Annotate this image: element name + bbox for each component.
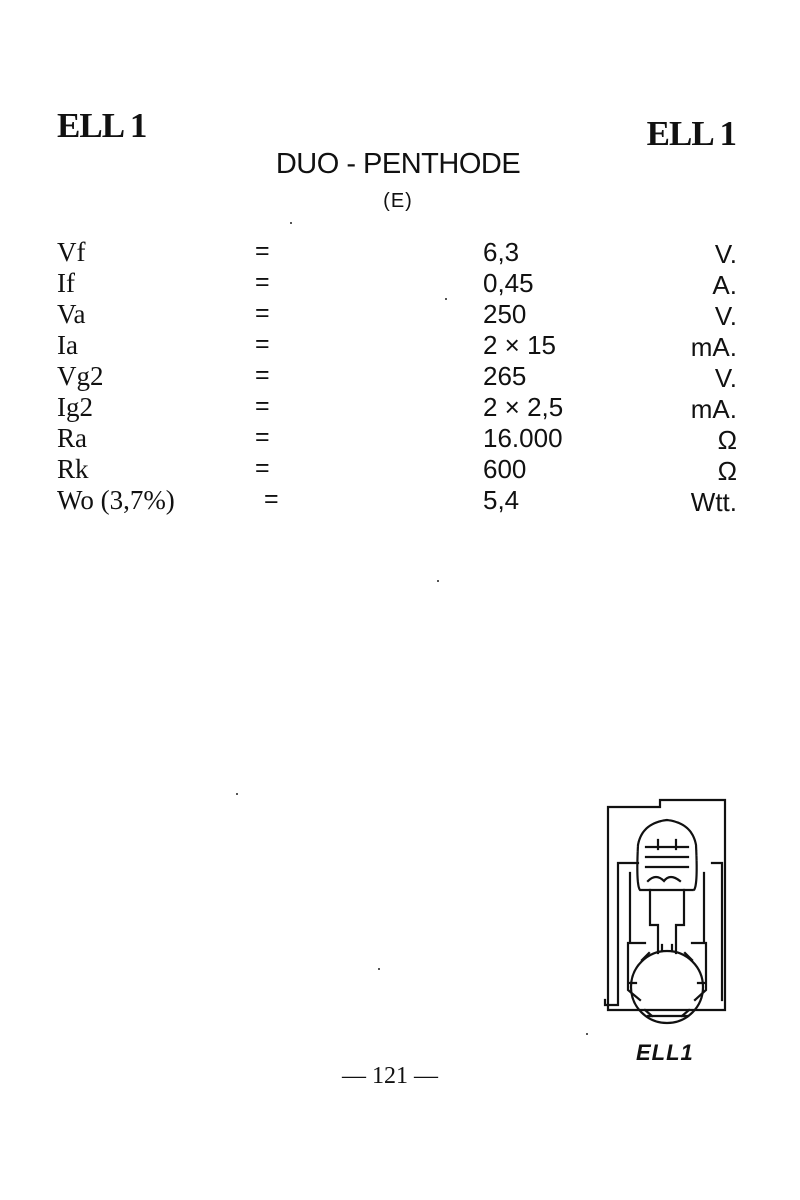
scan-speck [445, 298, 447, 300]
spec-unit: mA. [690, 332, 737, 362]
spec-row [0, 485, 800, 516]
spec-equals: = [255, 454, 270, 482]
tube-title-right: ELL 1 [646, 114, 736, 153]
spec-row [0, 268, 800, 299]
spec-value: 6,3 [483, 237, 520, 267]
spec-equals: = [255, 330, 270, 358]
scan-speck [586, 1033, 588, 1035]
spec-row [0, 330, 800, 361]
spec-unit: Ω [717, 456, 737, 486]
spec-value: 2 × 2,5 [483, 392, 564, 422]
spec-equals: = [255, 361, 270, 389]
spec-row [0, 237, 800, 268]
page-number: — 121 — [342, 1063, 438, 1089]
spec-value: 265 [483, 361, 527, 391]
tube-pinout-diagram-icon [600, 795, 735, 1045]
spec-unit: V. [714, 363, 737, 393]
spec-equals: = [255, 392, 270, 420]
spec-value: 0,45 [483, 268, 534, 298]
spec-value: 5,4 [483, 485, 520, 515]
diagram-caption: ELL1 [636, 1040, 694, 1065]
spec-symbol: If [57, 268, 75, 298]
scan-speck [437, 580, 439, 582]
spec-equals: = [255, 299, 270, 327]
scan-speck [290, 222, 292, 224]
spec-equals: = [255, 237, 270, 265]
spec-unit: mA. [690, 394, 737, 424]
scan-speck [378, 968, 380, 970]
spec-unit: A. [712, 270, 737, 300]
spec-symbol: Vg2 [57, 361, 104, 391]
spec-row [0, 454, 800, 485]
spec-value: 2 × 15 [483, 330, 557, 360]
scan-speck [236, 793, 238, 795]
spec-row [0, 392, 800, 423]
spec-value: 16.000 [483, 423, 563, 453]
tube-title-left: ELL 1 [57, 106, 147, 145]
spec-symbol: Ia [57, 330, 78, 360]
spec-row [0, 299, 800, 330]
spec-equals: = [255, 423, 270, 451]
spec-row [0, 423, 800, 454]
spec-unit: Wtt. [690, 487, 737, 517]
spec-equals: = [264, 485, 279, 513]
spec-symbol: Ig2 [57, 392, 93, 422]
tube-type-subtitle [0, 148, 800, 181]
spec-symbol: Va [57, 299, 86, 329]
spec-value: 250 [483, 299, 527, 329]
spec-symbol: Vf [57, 237, 86, 267]
spec-unit: Ω [717, 425, 737, 455]
spec-row [0, 361, 800, 392]
spec-symbol: Ra [57, 423, 87, 453]
spec-value: 600 [483, 454, 527, 484]
spec-symbol: Rk [57, 454, 89, 484]
spec-unit: V. [714, 301, 737, 331]
spec-symbol: Wo (3,7%) [57, 485, 175, 515]
spec-equals: = [255, 268, 270, 296]
spec-unit: V. [714, 239, 737, 269]
subtitle-text: DUO - PENTHODE [275, 148, 521, 180]
tube-series-label: (E) [383, 190, 413, 212]
